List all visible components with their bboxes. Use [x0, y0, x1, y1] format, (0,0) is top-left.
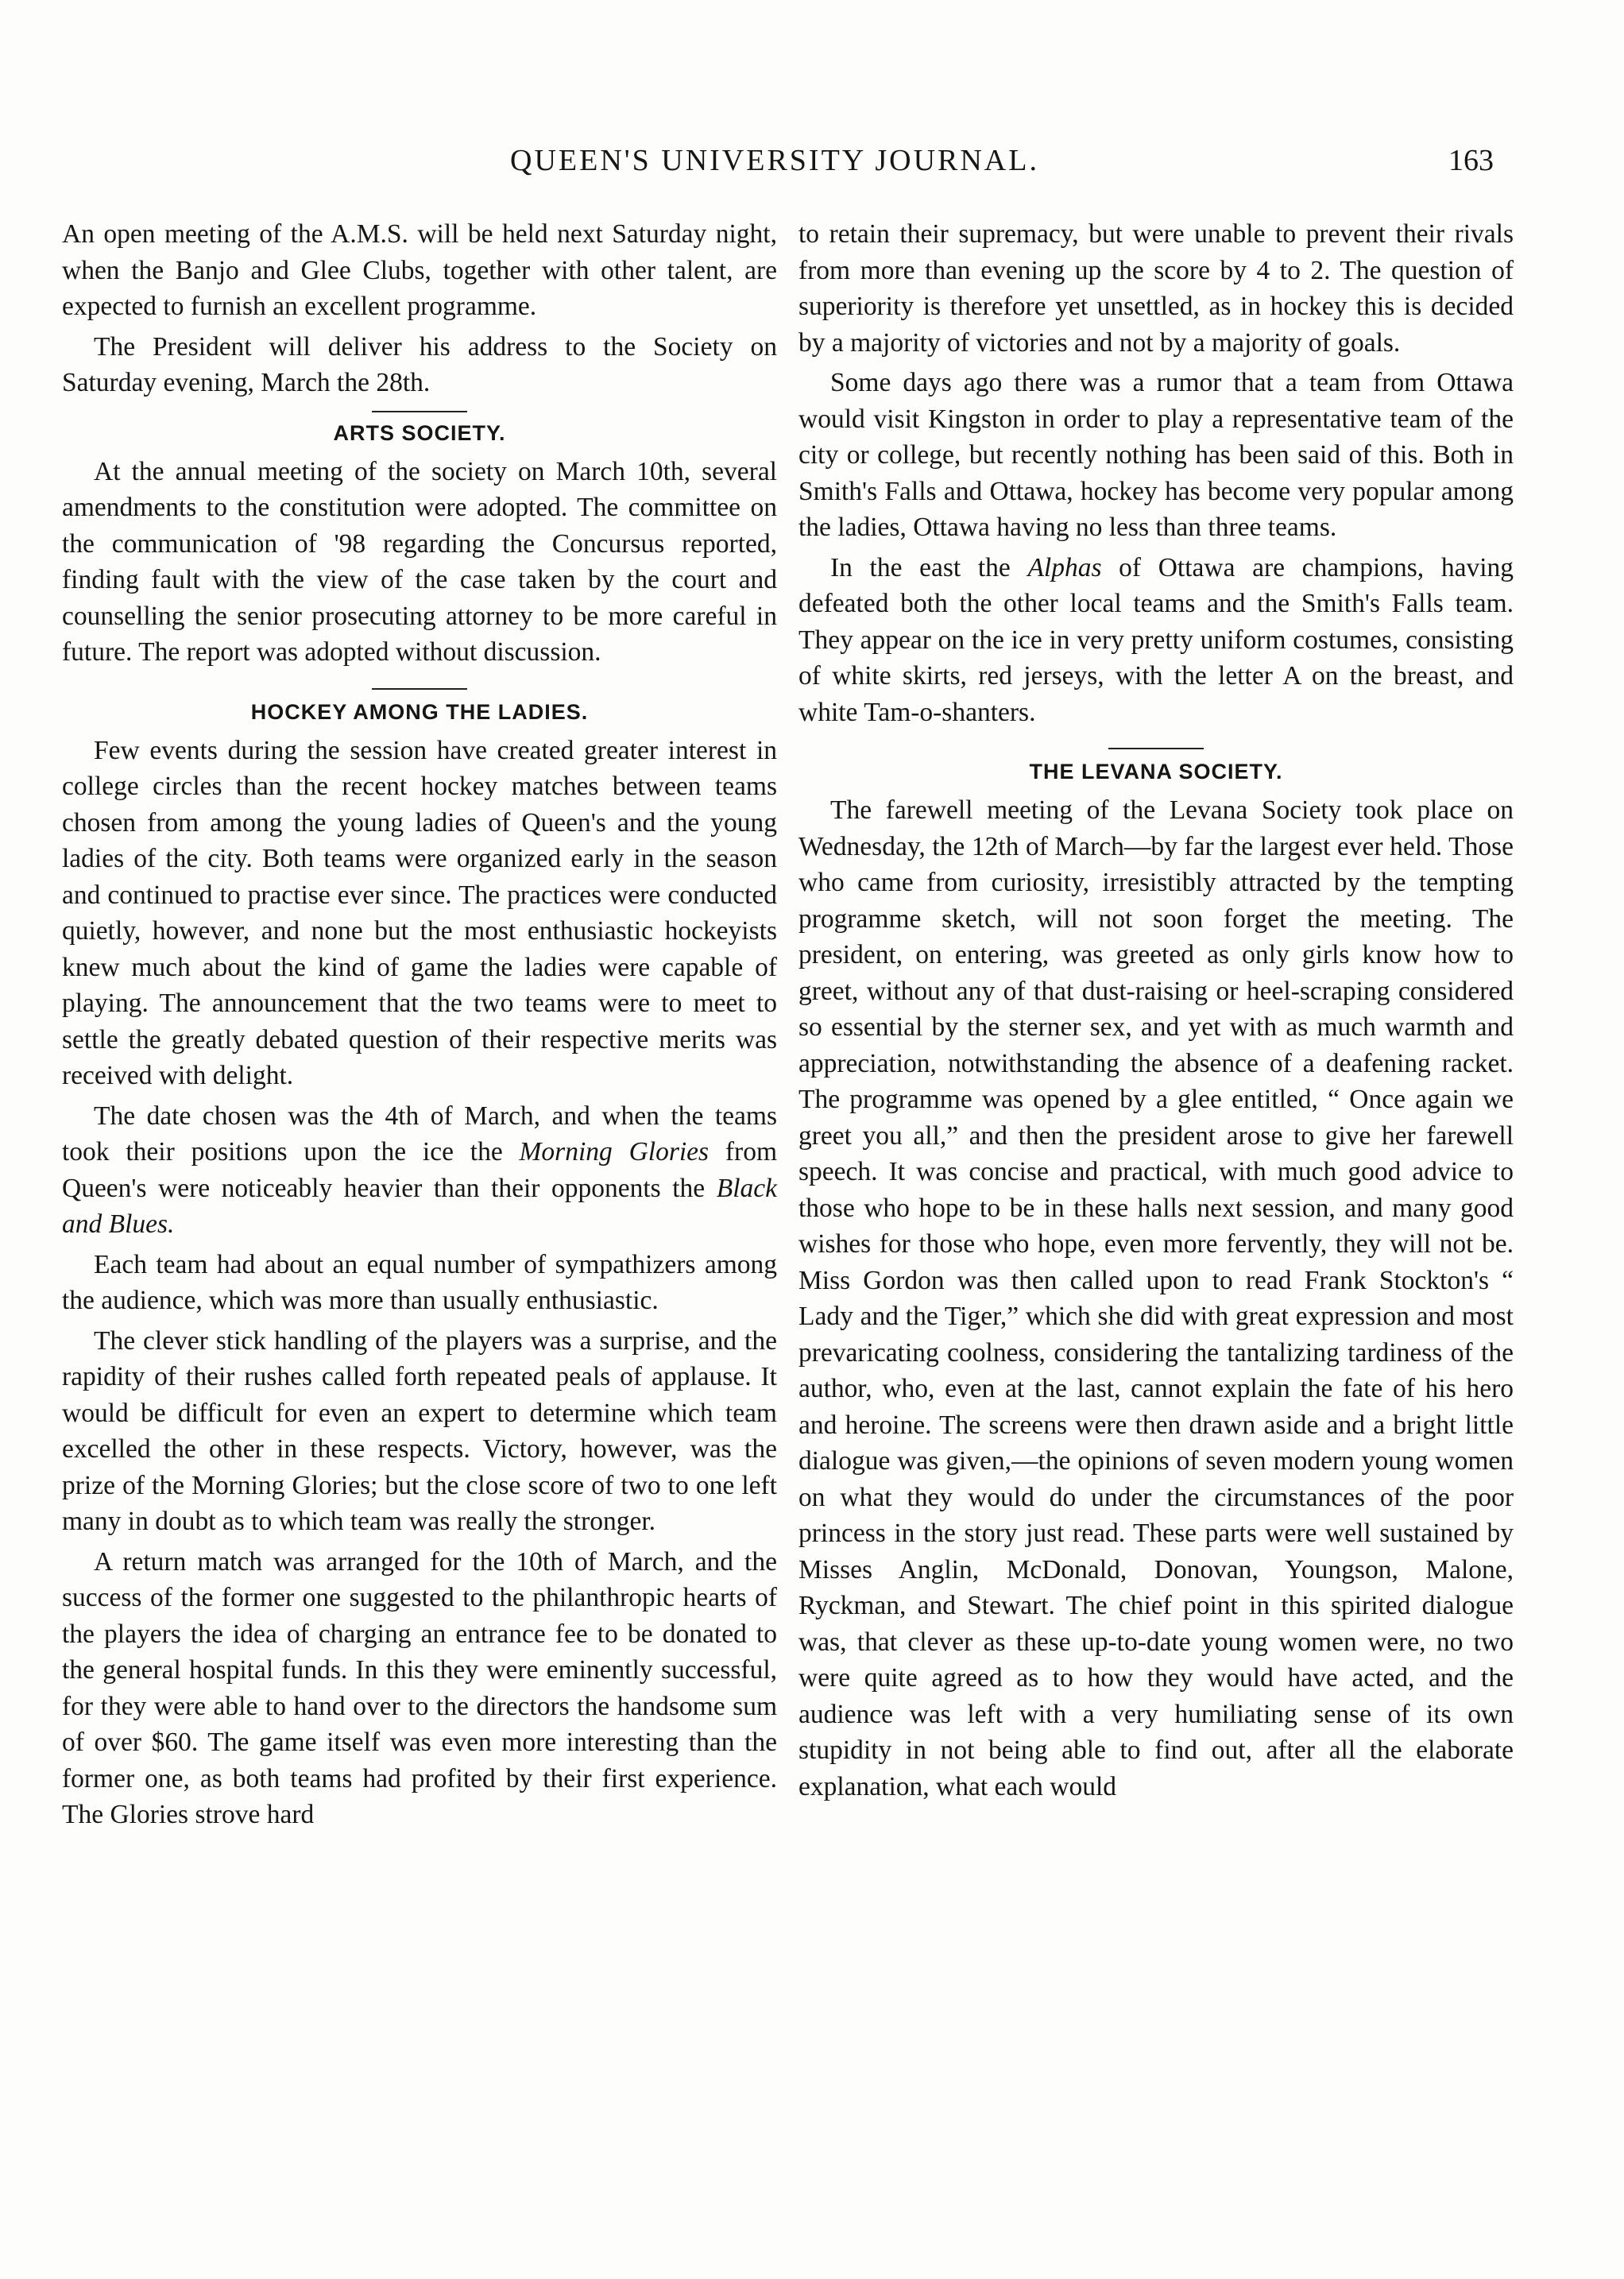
- section-divider: [372, 411, 467, 412]
- section-divider: [372, 688, 467, 690]
- levana-paragraph: The farewell meeting of the Levana Society took place on Wednesday, the 12th of March—by far the largest ever held. Those who came from curiosity, irresistibly attracted by the tempting programme sketch, will not soon forget the meeting. The president, on entering, was greeted as only girls know how to greet, without any of that dust-raising or heel-scraping considered so essential by the sterner sex, and yet with as much warmth and appreciation, notwithstanding the absence of a deafening racket. The programme was opened by a glee entitled, “ Once again we greet you all,” and then the president arose to give her farewell speech. It was concise and practical, with much good advice to those who hope to be in these halls next session, and many good wishes for those who hope, even more fervently, they will not be. Miss Gordon was then called upon to read Frank Stockton's “ Lady and the Tiger,” which she did with great expression and most prevaricating coolness, considering the tantalizing tardiness of the author, who, even at the last, cannot explain the fate of his hero and heroine. The screens were then drawn aside and a bright little dialogue was given,—the opinions of seven modern young women on what they would do under the circumstances of the poor princess in the story just read. These parts were well sustained by Misses Anglin, McDonald, Donovan, Youngson, Malone, Ryckman, and Stewart. The chief point in this spirited dialogue was, that clever as these up-to-date young women were, no two were quite agreed as to how they would have acted, and the audience was left with a very humiliating sense of its own stupidity in not being able to find out, after all the elaborate explanation, what each would: [798, 795, 1514, 1801]
- running-title: QUEEN'S UNIVERSITY JOURNAL.: [510, 144, 1039, 177]
- page-header: [56, 143, 1494, 191]
- hockey-paragraph-5: A return match was arranged for the 10th of March, and the success of the former one suggested to the philanthropic hearts of the players the idea of charging an entrance fee to be donated to the general hospital funds. In this they were eminently successful, for they were able to hand over to the directors the handsome sum of over $60. The game itself was even more interesting than the former one, as both teams had profited by their first experience. The Glories strove hard: [62, 1546, 777, 1829]
- arts-society-heading: ARTS SOCIETY.: [333, 420, 506, 445]
- text-run: of Ottawa are champions, having defeated both the other local teams and the Smith's Falls team. They appear on the ice in very pretty uniform costumes, consisting of white skirts, red jerseys, with the letter A on the breast, and white Tam-o-shanters.: [798, 552, 1514, 727]
- team-name-italic: Black and Blues.: [62, 1173, 777, 1239]
- left-column: [62, 216, 777, 1837]
- hockey-heading: HOCKEY AMONG THE LADIES.: [250, 699, 589, 724]
- page-number: 163: [1448, 144, 1494, 177]
- alphas-paragraph: [798, 550, 1514, 731]
- section-divider: [1108, 748, 1204, 749]
- hockey-continued-paragraph: to retain their supremacy, but were unable to prevent their rivals from more than evening up the score by 4 to 2. The question of superiority is therefore yet unsettled, as in hockey this is decided by a majority of victories and not by a majority of goals.: [798, 219, 1514, 358]
- right-column: [798, 216, 1514, 1809]
- ottawa-rumor-paragraph: Some days ago there was a rumor that a team from Ottawa would visit Kingston in order to play a representative team of the city or college, but recently nothing has been said of this. Both in Smith's Falls and Ottawa, hockey has become very popular among the ladies, Ottawa having no less than three teams.: [798, 368, 1514, 542]
- text-run: In the east the: [830, 552, 1028, 582]
- text-run: The date chosen was the 4th of March, and when the teams took their positions upon the ice the: [62, 1101, 777, 1167]
- hockey-paragraph-2: [62, 1098, 777, 1243]
- arts-society-paragraph: At the annual meeting of the society on March 10th, several amendments to the constitution were adopted. The committee on the communication of '98 regarding the Concursus reported, finding fault with the view of the case taken by the court and counselling the senior prosecuting attorney to be more careful in future. The report was adopted without discussion.: [62, 456, 777, 667]
- hockey-paragraph-1: Few events during the session have created greater interest in college circles than the recent hockey matches between teams chosen from among the young ladies of Queen's and the young ladies of the city. Both teams were organized early in the season and continued to practise ever since. The practices were conducted quietly, however, and none but the most enthusiastic hockeyists knew much about the kind of game the ladies were capable of playing. The announcement that the two teams were to meet to settle the greatly debated question of their respective merits was received with delight.: [62, 735, 777, 1090]
- hockey-paragraph-3: Each team had about an equal number of sympathizers among the audience, which was more than usually enthusiastic.: [62, 1249, 777, 1315]
- team-name-italic: Morning Glories: [519, 1137, 710, 1167]
- text-run: from Queen's were noticeably heavier than their opponents the: [62, 1137, 778, 1203]
- levana-society-heading: THE LEVANA SOCIETY.: [1029, 760, 1283, 784]
- ams-paragraph: An open meeting of the A.M.S. will be held next Saturday night, when the Banjo and Glee Clubs, together with other talent, are expected to furnish an excellent programme.: [62, 219, 777, 321]
- hockey-paragraph-4: The clever stick handling of the players was a surprise, and the rapidity of their rushes called forth repeated peals of applause. It would be difficult for even an expert to determine which team excelled the other in these respects. Victory, however, was the prize of the Morning Glories; but the close score of two to one left many in doubt as to which team was really the stronger.: [62, 1325, 777, 1536]
- team-name-italic: Alphas: [1027, 552, 1102, 582]
- president-paragraph: The President will deliver his address to the Society on Saturday evening, March the 28th.: [62, 331, 777, 397]
